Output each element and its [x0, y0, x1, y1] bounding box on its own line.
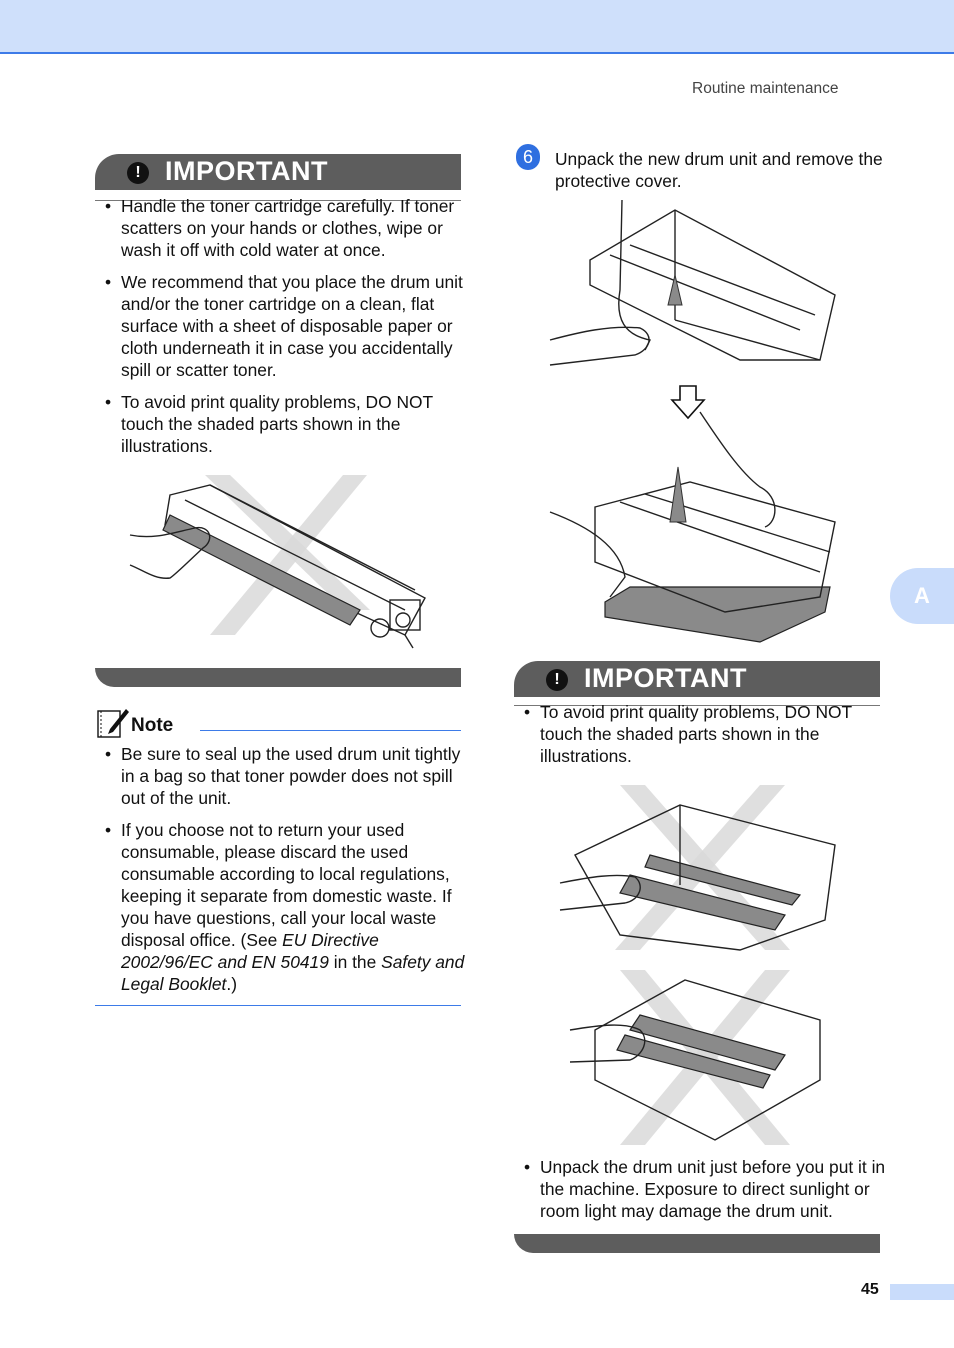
list-item: • Unpack the drum unit just before you put it in the machine. Exposure to direct sunlight or room light may damage the drum unit.: [524, 1157, 886, 1221]
note-list: [96, 743, 468, 1005]
important-left-list: [96, 195, 468, 467]
important-end-bar: [514, 1234, 880, 1253]
note-rule: [200, 730, 461, 731]
list-item: • Be sure to seal up the used drum unit tightly in a bag so that toner powder does not spill out of the unit.: [105, 744, 461, 808]
list-item: • To avoid print quality problems, DO NOT touch the shaded parts shown in the illustrations.: [524, 702, 852, 766]
exclamation-icon: !: [546, 669, 568, 691]
step-text: Unpack the new drum unit and remove the protective cover.: [555, 149, 883, 191]
chapter-side-tab: A: [890, 568, 954, 624]
important-header-left: [95, 154, 461, 190]
list-item: • We recommend that you place the drum unit and/or the toner cartridge on a clean, flat surface with a sheet of disposable paper or cloth underneath it in case you accidentally spill or scatter toner.: [105, 272, 463, 380]
top-header-band: [0, 0, 954, 54]
note-pencil-icon: [96, 707, 130, 739]
note-title: Note: [131, 715, 174, 736]
step-number-badge: 6: [516, 144, 540, 170]
drum-unit-shaded-parts-illustration: [560, 785, 840, 955]
important-right-after-list: [515, 1156, 887, 1232]
important-end-bar: [95, 668, 461, 687]
important-header-right: [514, 661, 880, 697]
exclamation-icon: !: [127, 162, 149, 184]
page-tab: [890, 1284, 954, 1300]
toner-cartridge-illustration: [125, 470, 435, 655]
list-item: • To avoid print quality problems, DO NOT touch the shaded parts shown in the illustrations.: [105, 392, 433, 456]
list-item: • Handle the toner cartridge carefully. If toner scatters on your hands or clothes, wipe or wash it off with cold water at once.: [105, 196, 455, 260]
drum-unit-unpack-illustration: [550, 200, 850, 370]
important-title: IMPORTANT: [584, 663, 747, 693]
drum-unit-cover-removal-illustration: [550, 412, 850, 647]
running-head: Routine maintenance: [692, 80, 839, 97]
note-end-rule: [95, 1005, 461, 1006]
page-number: 45: [861, 1281, 879, 1298]
list-item: • If you choose not to return your used consumable, please discard the used consumable according to local regulations, keeping it separate from domestic waste. If you have questions, call your local waste disposal office. (See EU Directive 2002/96/EC and EN 50419 in the Safety and Legal Booklet.): [105, 820, 465, 994]
important-title: IMPORTANT: [165, 156, 328, 186]
drum-unit-underside-illustration: [565, 970, 835, 1148]
important-right-list: [515, 701, 887, 777]
